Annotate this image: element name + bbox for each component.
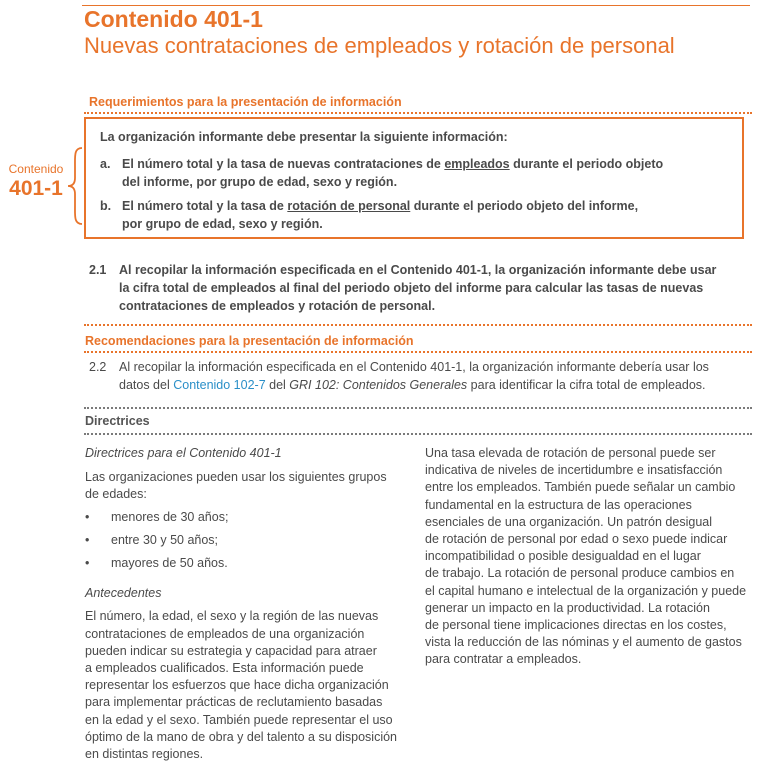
right-line: de trabajo. La rotación de personal produce cambios en — [425, 566, 735, 581]
item-text: durante el periodo objeto del informe, — [410, 199, 639, 213]
background-line: contrataciones de empleados de una organización — [85, 626, 365, 641]
item-text: El número total y la tasa de nuevas contrataciones de — [122, 157, 445, 171]
background-line: representar los esfuerzos que hace dicha organización — [85, 678, 389, 693]
item-term: empleados — [444, 157, 510, 171]
list-item — [85, 555, 397, 572]
background-heading: Antecedentes — [85, 586, 162, 601]
paragraph-line: contrataciones de empleados y rotación de personal. — [119, 299, 436, 313]
bullet-icon: • — [85, 556, 90, 571]
right-line: fundamental en la estructura de las operaciones — [425, 497, 692, 512]
background-line: a empleados cualificados. Esta información puede — [85, 661, 364, 676]
list-item — [85, 532, 397, 549]
right-line: entre los empleados. También puede señalar un cambio — [425, 480, 736, 495]
list-item — [85, 509, 397, 526]
guidance-subheading: Directrices para el Contenido 401-1 — [85, 446, 282, 460]
right-line: indicativa de niveles de incertidumbre e insatisfacción — [425, 463, 723, 478]
background-line: pueden indicar su estrategia y capacidad para atraer — [85, 643, 377, 658]
item-text: El número total y la tasa de — [122, 199, 288, 213]
guidance-intro-line: de edades: — [85, 487, 147, 502]
item-term: rotación de personal — [287, 199, 411, 213]
list-item-text: entre 30 y 50 años; — [111, 532, 219, 547]
item-letter: a. — [100, 157, 111, 171]
recommendations-heading: Recomendaciones para la presentación de información — [85, 334, 414, 348]
requirement-item-b — [100, 197, 638, 233]
paragraph-line: Al recopilar la información especificada en el Contenido 401-1, la organización informante debería usar los — [119, 360, 709, 374]
guidance-left-column — [85, 445, 397, 763]
list-item-text: mayores de 50 años. — [111, 556, 228, 571]
guidance-intro-line: Las organizaciones pueden usar los siguientes grupos — [85, 470, 387, 485]
side-label — [2, 162, 70, 202]
paragraph-2-1 — [89, 261, 716, 315]
item-letter: b. — [100, 199, 112, 213]
right-line: vista la reducción de las nóminas y el aumento de gastos — [425, 635, 742, 650]
paragraph-number: 2.2 — [89, 360, 107, 374]
requirement-item-a — [100, 155, 663, 191]
page-title-name: Nuevas contrataciones de empleados y rotación de personal — [84, 33, 675, 58]
paragraph-line: la cifra total de empleados al final del periodo objeto del informe para calcular las tasas de nuevas — [119, 281, 704, 295]
requirements-divider — [84, 112, 752, 114]
list-item-text: menores de 30 años; — [111, 509, 229, 524]
right-line: incompatibilidad o posible desigualdad en el lugar — [425, 549, 701, 564]
paragraph-text: datos del — [119, 378, 174, 392]
paragraph-2-2 — [89, 358, 709, 394]
right-line: Una tasa elevada de rotación de personal puede ser — [425, 446, 716, 460]
paragraph-number: 2.1 — [89, 263, 107, 277]
background-line: en distintas regiones. — [85, 747, 204, 762]
recommendations-top-divider — [84, 324, 752, 326]
side-label-big: 401-1 — [9, 177, 63, 200]
right-line: de personal tiene implicaciones directas en los costes, — [425, 618, 727, 633]
requirements-intro: La organización informante debe presentar la siguiente información: — [100, 130, 508, 144]
guidance-right-column — [425, 445, 746, 669]
contenido-102-7-link[interactable]: Contenido 102-7 — [173, 378, 266, 392]
guidance-heading: Directrices — [85, 414, 150, 428]
right-line: esenciales de una organización. Un patrón desigual — [425, 514, 712, 529]
background-line: en la edad y el sexo. También puede representar el uso — [85, 712, 393, 727]
guidance-top-divider — [84, 407, 752, 409]
item-text: durante el periodo objeto — [509, 157, 664, 171]
bullet-icon: • — [85, 532, 90, 547]
recommendations-divider — [84, 351, 752, 353]
bullet-icon: • — [85, 509, 90, 524]
page-title-code: Contenido 401-1 — [84, 6, 263, 32]
paragraph-line: Al recopilar la información especificada en el Contenido 401-1, la organización informante debe usar — [119, 263, 717, 277]
background-line: El número, la edad, el sexo y la región de las nuevas — [85, 609, 379, 624]
right-line: de rotación de personal por edad o sexo puede indicar — [425, 532, 728, 547]
paragraph-text: del — [265, 378, 290, 392]
curly-brace-icon — [66, 146, 84, 226]
side-label-small: Contenido — [8, 162, 64, 176]
paragraph-italic: GRI 102: Contenidos Generales — [289, 378, 468, 392]
right-line: para contratar a empleados. — [425, 652, 582, 667]
guidance-divider — [84, 433, 752, 435]
item-text-line2: por grupo de edad, sexo y región. — [122, 217, 323, 231]
right-line: el capital humano e intelectual de la organización y puede — [425, 583, 747, 598]
requirements-heading: Requerimientos para la presentación de información — [89, 95, 402, 109]
paragraph-text: para identificar la cifra total de empleados. — [467, 378, 706, 392]
item-text-line2: del informe, por grupo de edad, sexo y región. — [122, 175, 398, 189]
background-line: para implementar prácticas de reclutamiento basadas — [85, 695, 383, 710]
right-line: generar un impacto en la productividad. La rotación — [425, 600, 710, 615]
background-line: óptimo de la mano de obra y del talento a su disposición — [85, 729, 397, 744]
